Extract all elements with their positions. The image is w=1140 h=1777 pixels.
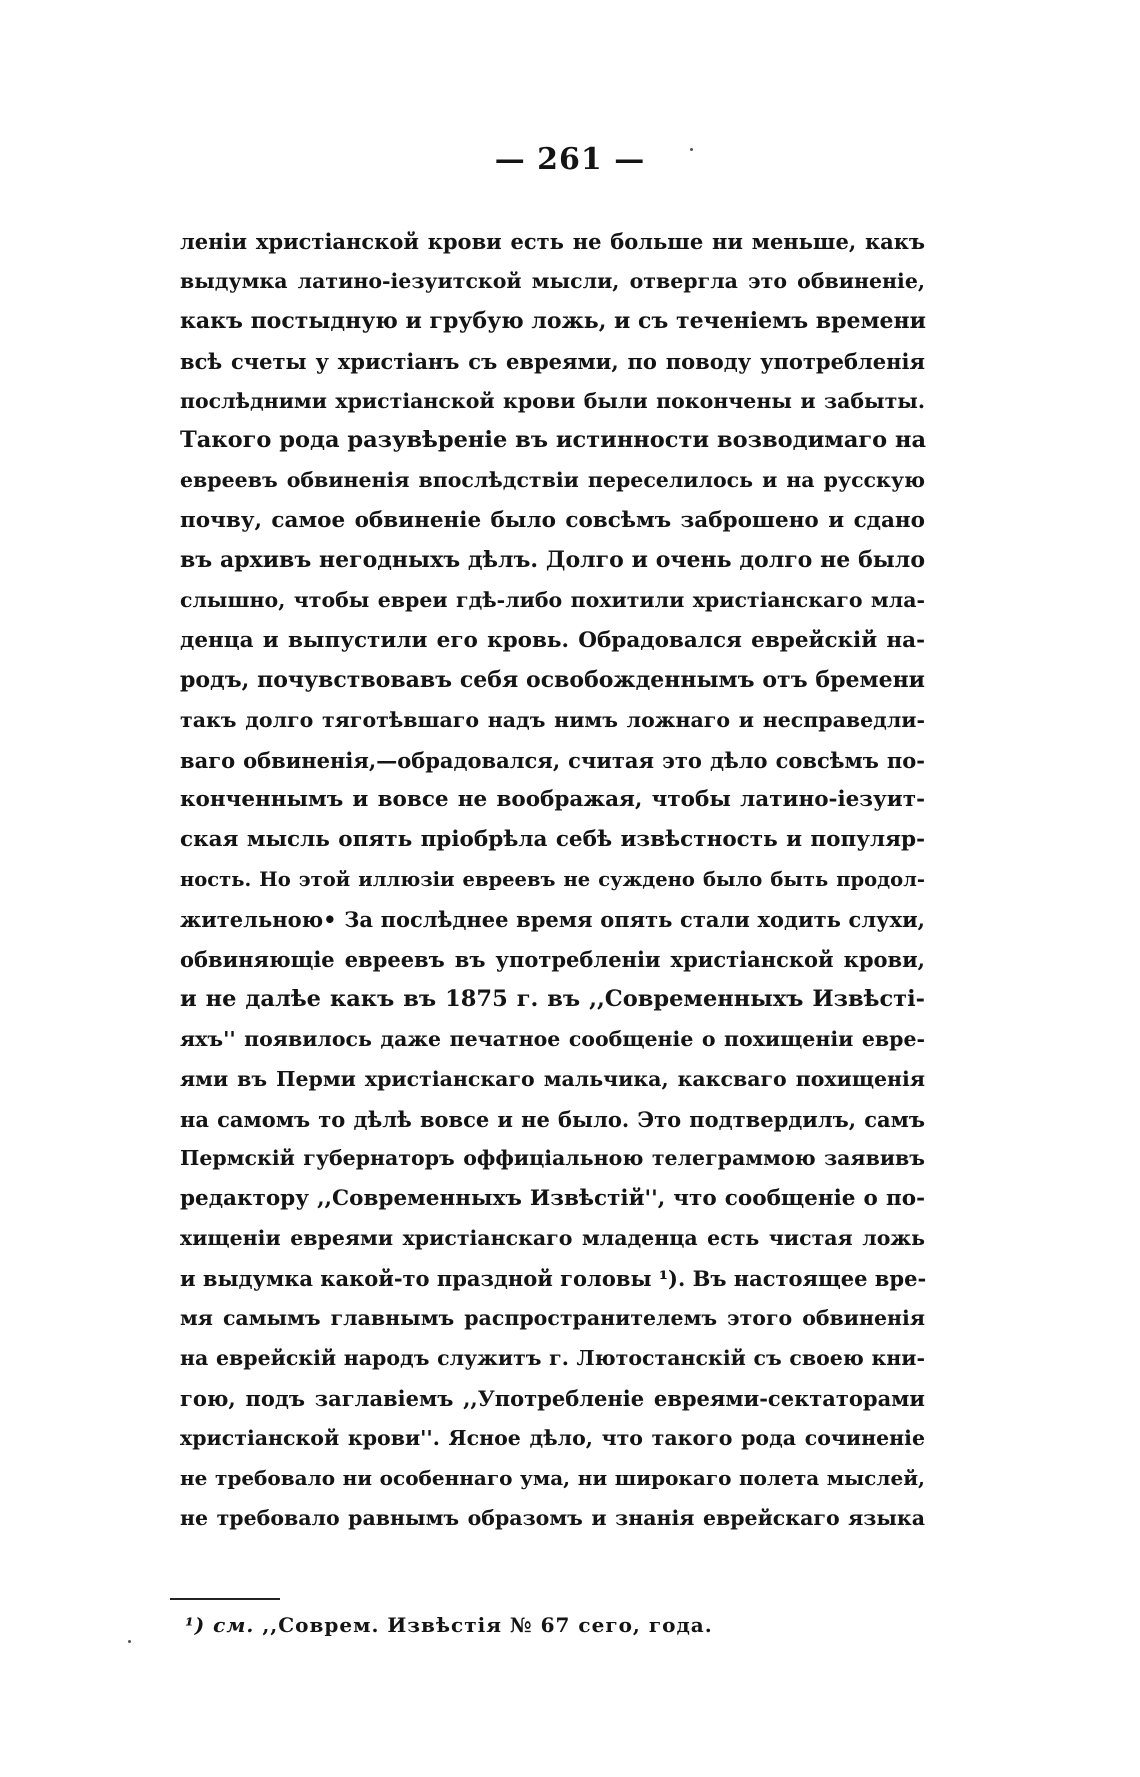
text-line: леніи христіанской крови есть не больше ни меньше, какъ <box>180 229 925 254</box>
footnote <box>185 1613 713 1637</box>
text-line: всѣ счеты у христіанъ съ евреями, по поводу употребленія <box>180 348 925 374</box>
text-line: почву, самое обвиненіе было совсѣмъ заброшено и сдано <box>180 508 925 534</box>
text-line: хищеніи евреями христіанскаго младенца есть чистая ложь <box>180 1226 925 1251</box>
text-line: конченнымъ и вовсе не воображая, чтобы латино-іезуит- <box>180 787 925 813</box>
text-line: христіанской крови''. Ясное дѣло, что такого рода сочиненіе <box>180 1425 925 1450</box>
text-line: ская мысль опять пріобрѣла себѣ извѣстность и популяр- <box>180 827 925 853</box>
text-line: гою, подъ заглавіемъ ,,Употребленіе евреями-сектаторами <box>180 1385 925 1411</box>
body-text <box>180 222 925 1538</box>
text-line: мя самымъ главнымъ распространителемъ этого обвиненія <box>180 1306 925 1331</box>
text-line: не требовало ни особеннаго ума, ни широкаго полета мыслей, <box>180 1465 925 1490</box>
print-speck <box>690 148 693 151</box>
text-line: яхъ'' появилось даже печатное сообщеніе о похищеніи евре- <box>180 1026 925 1051</box>
footnote-marker: ¹) см. <box>185 1613 255 1637</box>
text-line: редактору ,,Современныхъ Извѣстій'', что сообщеніе о по- <box>180 1186 925 1212</box>
text-line: такъ долго тяготѣвшаго надъ нимъ ложнаго и несправедли- <box>180 707 925 732</box>
footnote-text: ,,Соврем. Извѣстія № 67 сего, года. <box>262 1613 713 1637</box>
text-line: и не далѣе какъ въ 1875 г. въ ,,Современныхъ Извѣстi- <box>180 985 925 1012</box>
text-line: евреевъ обвиненія впослѣдствіи переселилось и на русскую <box>180 468 925 493</box>
text-line: ность. Но этой иллюзіи евреевъ не суждено было быть продол- <box>180 868 925 892</box>
text-line: слышно, чтобы евреи гдѣ-либо похитили христіанскаго мла- <box>180 588 925 613</box>
text-line: Пермскій губернаторъ оффиціальною телеграммою заявивъ <box>180 1146 925 1171</box>
text-line: Такого рода разувѣреніе въ истинности возводимаго на <box>180 427 927 454</box>
text-line: обвиняющіе евреевъ въ употребленіи христіанской крови, <box>180 947 925 973</box>
text-line: родъ, почувствовавъ себя освобожденнымъ отъ бремени <box>180 666 925 693</box>
text-line: на самомъ то дѣлѣ вовсе и не было. Это подтвердилъ, самъ <box>180 1106 925 1132</box>
footnote-divider <box>170 1598 280 1600</box>
text-line: въ архивъ негодныхъ дѣлъ. Долго и очень долго не было <box>180 547 925 574</box>
text-line: какъ постыдную и грубую ложь, и съ теченіемъ времени <box>180 307 926 334</box>
text-line: выдумка латино-іезуитской мысли, отвергла это обвиненіе, <box>180 268 925 293</box>
text-line: ями въ Перми христіанскаго мальчика, каксваго похищенія <box>180 1066 925 1091</box>
text-line: и выдумка какой-то праздной головы ¹). Въ настоящее вре- <box>180 1266 927 1292</box>
text-line: ваго обвиненія,—обрадовался, считая это дѣло совсѣмъ по- <box>180 747 925 773</box>
print-speck <box>128 1640 131 1643</box>
text-line: жительною• За послѣднее время опять стали ходить слухи, <box>180 907 925 933</box>
text-line: на еврейскій народъ служитъ г. Лютостанскій съ своею кни- <box>180 1345 925 1370</box>
text-line: не требовало равнымъ образомъ и знанія еврейскаго языка <box>180 1505 925 1530</box>
page-number: — 261 — <box>494 142 646 177</box>
text-line: денца и выпустили его кровь. Обрадовался еврейскій на- <box>180 627 925 653</box>
text-line: послѣдними христіанской крови были покончены и забыты. <box>180 388 925 413</box>
